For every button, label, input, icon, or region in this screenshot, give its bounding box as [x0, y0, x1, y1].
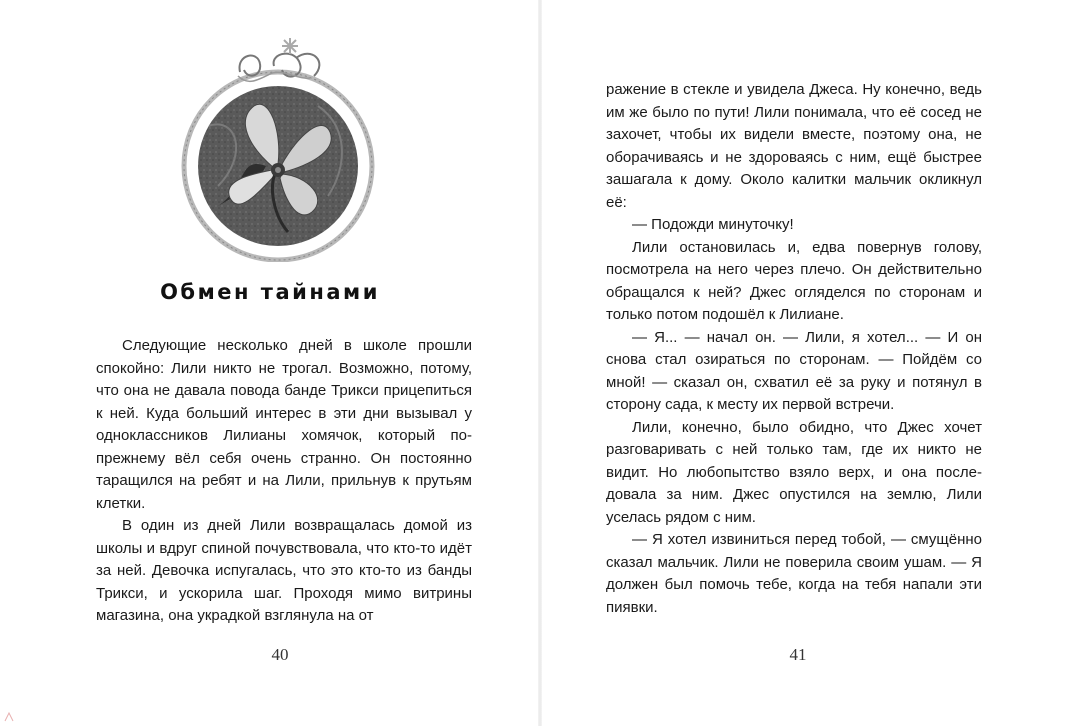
corner-mark-icon — [4, 712, 14, 722]
paragraph: ражение в стекле и увидела Джеса. Ну конечно, ведь им же было по пути! Лили понимала, что её сосед не захочет, чтобы их видели вместе, поэтому она, не оборачиваясь и не здороваясь с ним, ещё быстрее зашагала к дому. Около калитки мальчик окликнул её: — [606, 81, 982, 211]
paragraph: — Я... — начал он. — Лили, я хотел... — И он снова стал озираться по сторонам. — Пойдём со мной! — сказал он, схватил её за руку и потянул в сторону сада, к месту их первой встречи. — [606, 328, 982, 413]
paragraph: — Я хотел извиниться перед тобой, — смущённо сказал мальчик. Лили не поверила своим ушам. — Я должен был помочь тебе, когда на тебя напали эти пиявки. — [606, 531, 982, 616]
page-number-right: 41 — [789, 645, 807, 664]
paragraph: Следующие несколько дней в школе прошли спокойно: Лили никто не трогал. Возможно, потому, что она не давала повода банде Трикси прицепиться к ней. Куда больший интерес в эти дни вызывал у одноклассников Лилианы хомячок, который по-прежнему вёл себя очень странно. Он постоянно таращился на ребят и на Лили, прильнув к прутьям клетки. — [96, 337, 472, 512]
paragraph: — Подожди минуточку! — [632, 216, 794, 233]
left-page-body — [96, 335, 472, 628]
paragraph: Лили остановилась и, едва повернув голову, посмотрела на него через плечо. Он действительно обращался к ней? Джес огляделся по сторонам и только потом подошёл к Лилиане. — [606, 238, 982, 323]
paragraph: Лили, конечно, было обидно, что Джес хочет разговаривать с ней только там, где их никто не видит. Но любопытство взяло верх, и она последовала за ним. Джес опустился на землю, Лили уселась рядом с ним. — [606, 418, 982, 526]
right-page-body — [606, 79, 982, 619]
chapter-title: Обмен тайнами — [160, 280, 380, 304]
page-number-left: 40 — [271, 645, 289, 664]
flower-medallion-illustration — [178, 36, 378, 262]
asterisk-ornament-icon — [282, 38, 298, 54]
paragraph: В один из дней Лили возвращалась домой из школы и вдруг спиной почувствовала, что кто-то идёт за ней. Девочка испугалась, что это кто-то из банды Трикси, и ускорила шаг. Проходя мимо витрины магазина, она украдкой взглянула на от — [96, 517, 472, 624]
right-page — [540, 0, 1080, 726]
